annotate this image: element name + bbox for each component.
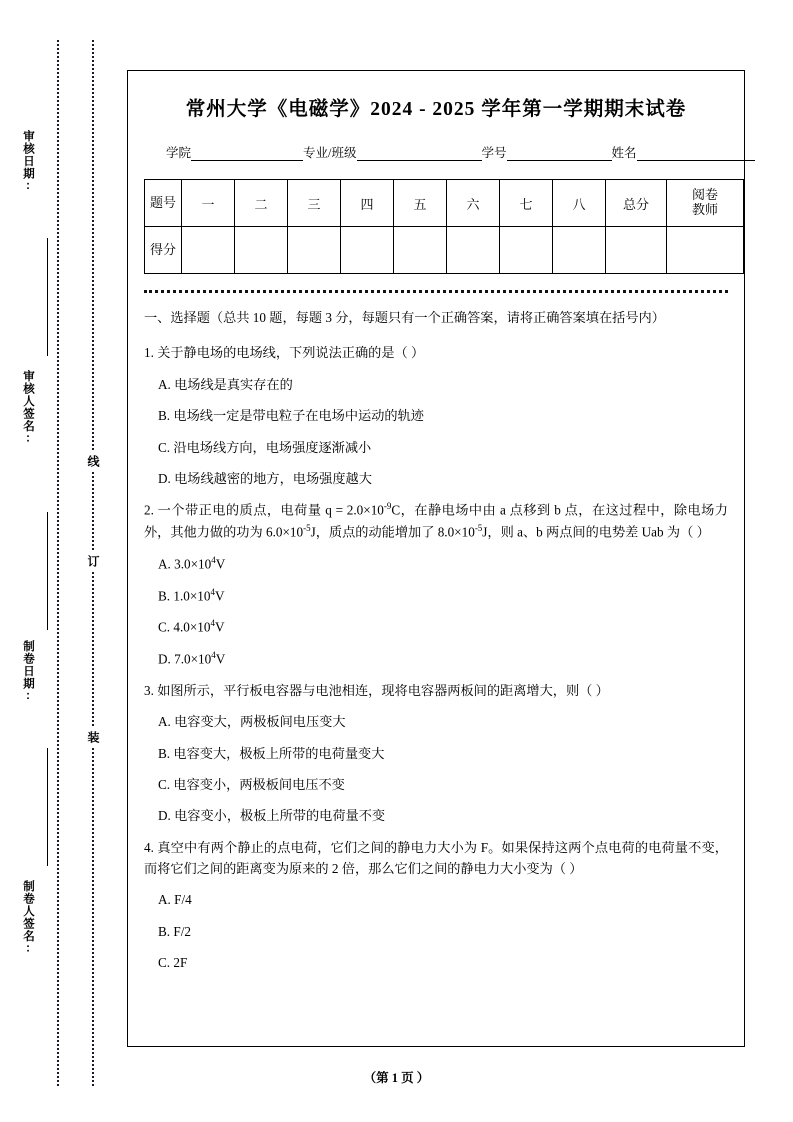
section-separator <box>144 290 728 293</box>
margin-note-reviewer-signature: 审核人签名: <box>22 370 34 446</box>
score-col-header-4: 四 <box>341 180 394 227</box>
question-2-option-c[interactable]: C. $4.0\times 10^4V$ <box>158 618 225 635</box>
question-2-stem: 2. 一个带正电的质点，电荷量 $q = 2.0\times 10^{-9}C$，在静电场中由 a 点移到 b 点，在这过程中，除电场力外，其他力做的功为 $6.0\times 10^{-5}J$，质点的动能增加了 $8.0\times 10^{-5}J$，则 a、b 两点间的电势差 Uab 为（ ） <box>144 501 728 540</box>
question-1-option-c[interactable]: C. 沿电场线方向，电场强度逐渐减小 <box>158 439 372 455</box>
field-name-label: 姓名 <box>611 146 637 160</box>
score-cell-1[interactable] <box>182 227 235 274</box>
margin-note-review-date: 审核日期: <box>22 130 34 193</box>
section-1-title: 一、选择题（总共 10 题，每题 3 分，每题只有一个正确答案，请将正确答案填在括号内） <box>144 310 665 325</box>
score-cell-5[interactable] <box>394 227 447 274</box>
score-col-header-total: 总分 <box>606 180 667 227</box>
question-3-option-c[interactable]: C. 电容变小，两极板间电压不变 <box>158 776 345 792</box>
field-major-class-label: 专业/班级 <box>303 146 357 160</box>
field-college-label: 学院 <box>166 146 192 160</box>
row-header-score-text: 得分 <box>149 241 176 257</box>
grader-label-line2: 教师 <box>691 202 718 217</box>
row-header-question-number-text: 题号 <box>149 194 176 210</box>
question-1-option-d[interactable]: D. 电场线越密的地方，电场强度越大 <box>158 470 372 486</box>
fold-mark-bind: 订 <box>84 552 102 570</box>
score-col-header-grader <box>667 180 744 227</box>
score-cell-7[interactable] <box>500 227 553 274</box>
fold-mark-assemble: 装 <box>84 728 102 746</box>
score-cell-total[interactable] <box>606 227 667 274</box>
question-4-option-c[interactable]: C. 2F <box>158 955 188 971</box>
question-3-stem: 3. 如图所示，平行板电容器与电池相连，现将电容器两板间的距离增大，则（ ） <box>144 682 609 698</box>
score-col-header-1: 一 <box>182 180 235 227</box>
question-4 <box>144 837 728 974</box>
margin-note-print-date: 制卷日期: <box>22 640 34 703</box>
student-info-row <box>166 143 722 161</box>
margin-divider-3 <box>47 748 48 866</box>
field-college <box>166 143 303 161</box>
question-4-stem: 4. 真空中有两个静止的点电荷，它们之间的静电力大小为 F。如果保持这两个点电荷的电荷量不变，而将它们之间的距离变为原来的 2 倍，那么它们之间的静电力大小变为（ ） <box>144 839 728 877</box>
field-student-id-blank[interactable] <box>507 147 612 161</box>
field-college-blank[interactable] <box>191 147 303 161</box>
question-4-option-a[interactable]: A. F/4 <box>158 892 192 908</box>
table-row-scores <box>145 227 744 274</box>
question-1-stem: 1. 关于静电场的电场线，下列说法正确的是（ ） <box>144 345 425 361</box>
left-margin-annotations <box>14 120 58 1080</box>
question-3 <box>144 680 728 827</box>
fold-line-outer <box>57 40 59 1086</box>
question-3-option-a[interactable]: A. 电容变大，两极板间电压变大 <box>158 714 346 730</box>
field-major-class-blank[interactable] <box>357 147 482 161</box>
field-name-blank[interactable] <box>637 147 755 161</box>
margin-divider-1 <box>47 238 48 356</box>
question-2 <box>144 499 728 670</box>
question-3-option-d[interactable]: D. 电容变小，极板上所带的电荷量不变 <box>158 808 386 824</box>
score-cell-2[interactable] <box>235 227 288 274</box>
score-col-header-5: 五 <box>394 180 447 227</box>
row-header-score <box>145 227 182 274</box>
score-col-header-6: 六 <box>447 180 500 227</box>
score-cell-3[interactable] <box>288 227 341 274</box>
score-cell-6[interactable] <box>447 227 500 274</box>
question-1-option-a[interactable]: A. 电场线是真实存在的 <box>158 376 293 392</box>
field-student-id-label: 学号 <box>481 146 507 160</box>
exam-title: 常州大学《电磁学》2024 - 2025 学年第一学期期末试卷 <box>185 99 687 120</box>
question-2-option-d[interactable]: D. $7.0\times 10^4V$ <box>158 650 226 667</box>
question-1-option-b[interactable]: B. 电场线一定是带电粒子在电场中运动的轨迹 <box>158 408 424 424</box>
score-col-header-8: 八 <box>553 180 606 227</box>
margin-divider-2 <box>47 512 48 630</box>
table-row-question-numbers <box>145 180 744 227</box>
score-cell-grader[interactable] <box>667 227 744 274</box>
question-3-option-b[interactable]: B. 电容变大，极板上所带的电荷量变大 <box>158 745 385 761</box>
field-name <box>612 143 755 161</box>
question-1 <box>144 342 728 489</box>
score-cell-8[interactable] <box>553 227 606 274</box>
exam-body <box>144 307 728 974</box>
question-2-option-a[interactable]: A. $3.0\times 10^4V$ <box>158 554 226 572</box>
field-major-class <box>303 143 481 161</box>
score-table <box>144 179 744 274</box>
grader-label-line1: 阅卷 <box>691 187 718 203</box>
question-4-option-b[interactable]: B. F/2 <box>158 923 191 939</box>
exam-sheet <box>127 70 745 1047</box>
score-col-header-7: 七 <box>500 180 553 227</box>
score-col-header-3: 三 <box>288 180 341 227</box>
score-col-header-2: 二 <box>235 180 288 227</box>
margin-note-printer-signature: 制卷人签名: <box>22 880 34 956</box>
question-2-option-b[interactable]: B. $1.0\times 10^4V$ <box>158 586 225 603</box>
row-header-question-number <box>145 180 182 227</box>
fold-mark-line: 线 <box>84 452 102 470</box>
score-cell-4[interactable] <box>341 227 394 274</box>
field-student-id <box>482 143 612 161</box>
page-footer: （第 1 页 ） <box>363 1071 430 1085</box>
